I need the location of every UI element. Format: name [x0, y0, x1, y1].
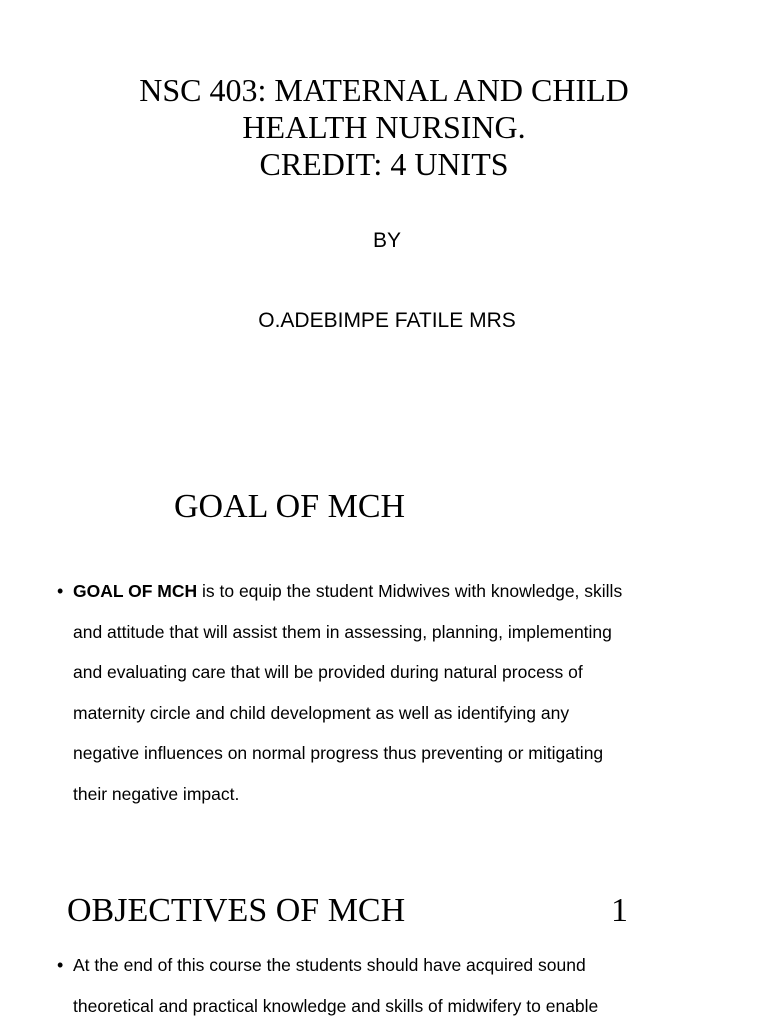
objectives-line-2: theoretical and practical knowledge and skills of midwifery to enable: [73, 995, 599, 1016]
goal-line-1: [73, 571, 737, 612]
goal-line-6: their negative impact.: [73, 783, 240, 804]
goal-line-3: and evaluating care that will be provided during natural process of: [73, 662, 583, 683]
objectives-line-1: At the end of this course the students should have acquired sound: [73, 955, 586, 975]
goal-bold-lead: GOAL OF MCH: [73, 581, 198, 601]
goal-heading: GOAL OF MCH: [174, 488, 406, 525]
slide-title: [0, 72, 768, 183]
author-name: O.ADEBIMPE FATILE MRS: [258, 309, 516, 332]
objectives-text: [73, 945, 737, 1026]
goal-text: [73, 571, 737, 815]
goal-line-4: maternity circle and child development as well as identifying any: [73, 702, 570, 723]
title-line-3: CREDIT: 4 UNITS: [259, 146, 509, 182]
by-label: BY: [372, 229, 401, 252]
title-line-1: NSC 403: MATERNAL AND CHILD: [139, 72, 629, 108]
title-line-2: HEALTH NURSING.: [242, 109, 526, 145]
objectives-paragraph: [57, 945, 737, 1026]
goal-line-1-rest: is to equip the student Midwives with knowledge, skills: [197, 581, 623, 601]
goal-line-2: and attitude that will assist them in assessing, planning, implementing: [73, 621, 612, 642]
goal-line-5: negative influences on normal progress thus preventing or mitigating: [73, 743, 604, 764]
page-number: 1: [611, 892, 628, 929]
bullet-icon: •: [57, 581, 64, 601]
goal-paragraph: [57, 571, 737, 815]
objectives-heading: OBJECTIVES OF MCH: [67, 892, 406, 929]
bullet-icon: •: [57, 955, 64, 975]
